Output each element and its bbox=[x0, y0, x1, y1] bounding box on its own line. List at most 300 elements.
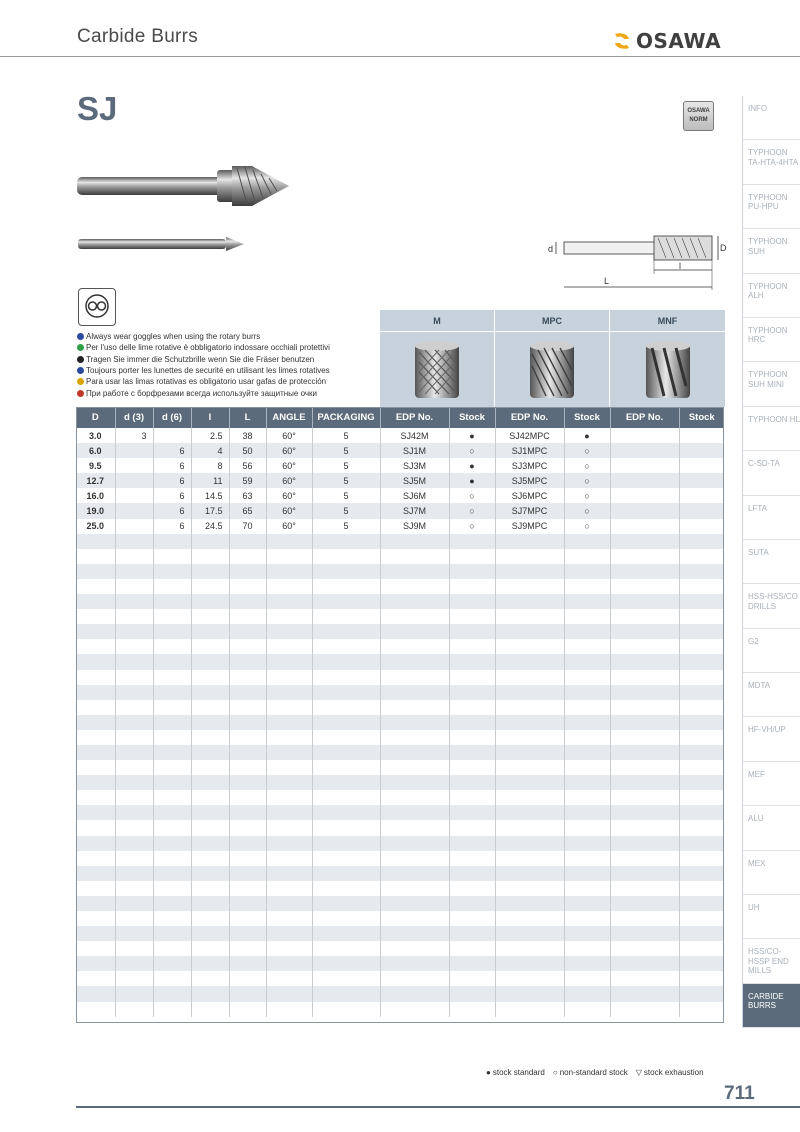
table-cell bbox=[679, 745, 724, 760]
table-cell bbox=[495, 609, 564, 624]
sidebar-tab[interactable]: ALU bbox=[742, 806, 800, 850]
table-cell bbox=[229, 986, 266, 1001]
table-cell bbox=[449, 836, 495, 851]
table-cell bbox=[449, 715, 495, 730]
table-cell: SJ5MPC bbox=[495, 473, 564, 488]
table-row bbox=[76, 503, 724, 518]
table-cell bbox=[76, 775, 115, 790]
table-cell bbox=[266, 805, 312, 820]
sidebar-tab[interactable]: TYPHOON TA-HTA-4HTA bbox=[742, 140, 800, 184]
sidebar-tab[interactable]: G2 bbox=[742, 629, 800, 673]
table-cell bbox=[679, 926, 724, 941]
table-cell bbox=[449, 594, 495, 609]
table-cell bbox=[610, 473, 679, 488]
table-cell bbox=[495, 730, 564, 745]
table-cell: 5 bbox=[312, 428, 380, 443]
table-cell bbox=[610, 549, 679, 564]
table-cell bbox=[380, 609, 449, 624]
table-cell bbox=[266, 956, 312, 971]
table-cell bbox=[76, 730, 115, 745]
table-cell bbox=[266, 986, 312, 1001]
table-row bbox=[76, 579, 724, 594]
table-cell bbox=[153, 609, 191, 624]
table-cell: ○ bbox=[564, 473, 610, 488]
table-cell bbox=[679, 820, 724, 835]
table-cell bbox=[115, 564, 153, 579]
table-cell bbox=[564, 956, 610, 971]
table-cell bbox=[380, 971, 449, 986]
table-row bbox=[76, 790, 724, 805]
table-cell bbox=[191, 685, 229, 700]
table-cell bbox=[312, 594, 380, 609]
warning-line bbox=[77, 331, 377, 342]
table-cell bbox=[380, 579, 449, 594]
table-cell bbox=[153, 836, 191, 851]
table-cell bbox=[153, 624, 191, 639]
table-row bbox=[76, 1002, 724, 1017]
warning-text: При работе с борфрезами всегда используйте защитные очки bbox=[86, 388, 317, 398]
table-cell bbox=[76, 579, 115, 594]
table-cell bbox=[449, 820, 495, 835]
table-cell bbox=[312, 971, 380, 986]
table-cell bbox=[564, 911, 610, 926]
table-cell: 16.0 bbox=[76, 488, 115, 503]
table-cell bbox=[679, 911, 724, 926]
table-cell bbox=[191, 896, 229, 911]
table-cell bbox=[76, 881, 115, 896]
table-cell bbox=[115, 971, 153, 986]
table-cell bbox=[495, 654, 564, 669]
table-cell bbox=[312, 579, 380, 594]
burr-side-photo bbox=[78, 235, 246, 253]
table-cell bbox=[610, 986, 679, 1001]
table-cell bbox=[153, 654, 191, 669]
table-cell bbox=[76, 941, 115, 956]
sidebar-tab[interactable]: UH bbox=[742, 895, 800, 939]
table-cell bbox=[76, 790, 115, 805]
table-cell bbox=[610, 700, 679, 715]
table-cell bbox=[115, 851, 153, 866]
table-cell bbox=[115, 685, 153, 700]
col-header-l: l bbox=[191, 407, 229, 428]
table-cell bbox=[495, 564, 564, 579]
table-cell bbox=[679, 639, 724, 654]
table-cell bbox=[449, 670, 495, 685]
table-cell bbox=[266, 534, 312, 549]
table-cell bbox=[564, 836, 610, 851]
table-cell bbox=[115, 745, 153, 760]
table-cell: 6 bbox=[153, 458, 191, 473]
table-cell bbox=[679, 549, 724, 564]
table-cell bbox=[191, 609, 229, 624]
table-cell bbox=[380, 549, 449, 564]
table-cell bbox=[449, 926, 495, 941]
table-cell bbox=[115, 579, 153, 594]
table-cell bbox=[115, 503, 153, 518]
table-cell bbox=[564, 534, 610, 549]
sidebar-tab[interactable]: CARBIDE BURRS bbox=[742, 984, 800, 1028]
sidebar-tab[interactable]: TYPHOON ALH bbox=[742, 274, 800, 318]
sidebar-tab[interactable]: INFO bbox=[742, 96, 800, 140]
table-header-row bbox=[76, 407, 724, 428]
table-cell bbox=[115, 624, 153, 639]
table-cell bbox=[564, 670, 610, 685]
table-cell bbox=[153, 775, 191, 790]
table-row bbox=[76, 473, 724, 488]
table-row bbox=[76, 805, 724, 820]
table-cell bbox=[115, 670, 153, 685]
page-number: 711 bbox=[724, 1083, 755, 1104]
table-cell bbox=[266, 790, 312, 805]
table-row bbox=[76, 639, 724, 654]
table-cell bbox=[449, 579, 495, 594]
table-cell bbox=[495, 685, 564, 700]
table-cell bbox=[610, 836, 679, 851]
table-cell bbox=[679, 579, 724, 594]
table-cell: ● bbox=[564, 428, 610, 443]
col-header-D: D bbox=[76, 407, 115, 428]
warning-line bbox=[77, 365, 377, 376]
table-cell bbox=[312, 866, 380, 881]
table-cell bbox=[153, 428, 191, 443]
table-cell bbox=[495, 549, 564, 564]
table-cell: 9.5 bbox=[76, 458, 115, 473]
table-cell bbox=[312, 926, 380, 941]
table-cell bbox=[76, 820, 115, 835]
table-cell bbox=[380, 881, 449, 896]
table-cell bbox=[115, 730, 153, 745]
table-cell bbox=[564, 564, 610, 579]
table-cell bbox=[564, 624, 610, 639]
table-cell bbox=[76, 639, 115, 654]
table-row bbox=[76, 881, 724, 896]
table-cell bbox=[449, 685, 495, 700]
sidebar-tab[interactable]: HSS-HSS/CO DRILLS bbox=[742, 584, 800, 628]
table-cell bbox=[449, 549, 495, 564]
table-cell: SJ3M bbox=[380, 458, 449, 473]
table-cell bbox=[449, 851, 495, 866]
table-cell bbox=[312, 624, 380, 639]
diagram-label-L: L bbox=[604, 276, 610, 286]
table-cell bbox=[495, 670, 564, 685]
table-cell bbox=[679, 473, 724, 488]
table-cell bbox=[312, 805, 380, 820]
table-cell bbox=[191, 881, 229, 896]
table-cell bbox=[229, 654, 266, 669]
table-cell bbox=[449, 730, 495, 745]
table-cell bbox=[229, 730, 266, 745]
table-cell bbox=[266, 851, 312, 866]
table-cell bbox=[153, 745, 191, 760]
col-header-edp-mnf: EDP No. bbox=[610, 407, 679, 428]
table-cell bbox=[610, 1002, 679, 1017]
table-cell bbox=[153, 549, 191, 564]
sidebar-tab[interactable]: SUTA bbox=[742, 540, 800, 584]
table-row bbox=[76, 609, 724, 624]
table-cell bbox=[191, 654, 229, 669]
table-cell bbox=[679, 488, 724, 503]
table-cell bbox=[76, 549, 115, 564]
col-header-stock-mpc: Stock bbox=[564, 407, 610, 428]
table-cell bbox=[115, 896, 153, 911]
table-cell bbox=[76, 971, 115, 986]
table-cell bbox=[266, 654, 312, 669]
brand-name: OSAWA bbox=[636, 29, 722, 53]
table-cell bbox=[229, 941, 266, 956]
table-cell bbox=[564, 745, 610, 760]
table-cell bbox=[610, 805, 679, 820]
it-flag-icon bbox=[77, 344, 84, 351]
table-row bbox=[76, 519, 724, 534]
table-cell bbox=[115, 443, 153, 458]
table-cell bbox=[191, 760, 229, 775]
table-cell bbox=[115, 715, 153, 730]
table-cell bbox=[153, 896, 191, 911]
sidebar-tab[interactable]: MEF bbox=[742, 762, 800, 806]
table-cell bbox=[115, 534, 153, 549]
table-cell bbox=[229, 715, 266, 730]
table-cell bbox=[610, 609, 679, 624]
table-cell bbox=[495, 956, 564, 971]
table-cell: 60° bbox=[266, 428, 312, 443]
legend-nonstandard-label: non-standard stock bbox=[559, 1068, 628, 1077]
table-cell bbox=[610, 820, 679, 835]
table-cell: SJ9MPC bbox=[495, 519, 564, 534]
table-cell bbox=[229, 609, 266, 624]
table-row bbox=[76, 458, 724, 473]
table-row bbox=[76, 760, 724, 775]
col-header-angle: ANGLE bbox=[266, 407, 312, 428]
table-cell: ○ bbox=[449, 503, 495, 518]
table-cell bbox=[495, 594, 564, 609]
footer-divider bbox=[76, 1106, 800, 1108]
norm-badge-line2: NORM bbox=[689, 117, 708, 123]
table-cell bbox=[380, 594, 449, 609]
table-cell bbox=[495, 926, 564, 941]
table-row bbox=[76, 941, 724, 956]
table-cell bbox=[564, 820, 610, 835]
table-cell bbox=[449, 760, 495, 775]
table-cell bbox=[495, 639, 564, 654]
col-header-edp-mpc: EDP No. bbox=[495, 407, 564, 428]
table-cell bbox=[312, 609, 380, 624]
table-cell bbox=[679, 670, 724, 685]
sidebar-tab[interactable]: MDTA bbox=[742, 673, 800, 717]
table-cell bbox=[115, 549, 153, 564]
table-cell bbox=[449, 745, 495, 760]
table-cell: 25.0 bbox=[76, 519, 115, 534]
material-label: MNF bbox=[610, 310, 725, 332]
table-cell bbox=[495, 790, 564, 805]
sidebar-tab[interactable]: C-SD-TA bbox=[742, 451, 800, 495]
spec-table bbox=[76, 407, 724, 1017]
table-cell bbox=[266, 639, 312, 654]
table-cell: ● bbox=[449, 473, 495, 488]
table-row bbox=[76, 730, 724, 745]
table-cell bbox=[610, 458, 679, 473]
sidebar-tab[interactable]: HSS/CO-HSSP END MILLS bbox=[742, 939, 800, 983]
es-flag-icon bbox=[77, 378, 84, 385]
table-cell: 24.5 bbox=[191, 519, 229, 534]
table-cell bbox=[495, 820, 564, 835]
table-row bbox=[76, 564, 724, 579]
table-cell bbox=[679, 428, 724, 443]
table-cell bbox=[191, 790, 229, 805]
table-cell bbox=[312, 896, 380, 911]
table-cell bbox=[380, 986, 449, 1001]
table-cell: 5 bbox=[312, 473, 380, 488]
table-cell bbox=[679, 685, 724, 700]
table-cell bbox=[679, 790, 724, 805]
table-cell bbox=[115, 805, 153, 820]
table-row bbox=[76, 443, 724, 458]
table-cell: 6 bbox=[153, 473, 191, 488]
table-cell: 60° bbox=[266, 473, 312, 488]
table-cell bbox=[312, 851, 380, 866]
legend-nonstandard-symbol: ○ bbox=[552, 1068, 558, 1077]
table-cell bbox=[495, 986, 564, 1001]
table-cell bbox=[312, 670, 380, 685]
table-cell bbox=[153, 1002, 191, 1017]
table-cell bbox=[191, 624, 229, 639]
table-cell bbox=[495, 911, 564, 926]
table-cell bbox=[610, 579, 679, 594]
table-cell bbox=[115, 488, 153, 503]
table-cell: ○ bbox=[564, 458, 610, 473]
table-cell bbox=[115, 775, 153, 790]
table-cell bbox=[76, 564, 115, 579]
burr-cut-mpc-image bbox=[495, 332, 609, 407]
table-cell bbox=[115, 956, 153, 971]
sidebar-tab[interactable]: TYPHOON PU-HPU bbox=[742, 185, 800, 229]
warning-text: Tragen Sie immer die Schutzbrille wenn Sie die Fräser benutzen bbox=[86, 354, 315, 364]
table-cell bbox=[679, 971, 724, 986]
table-cell bbox=[610, 443, 679, 458]
table-cell bbox=[153, 911, 191, 926]
sidebar-tab[interactable]: TYPHOON HRC bbox=[742, 318, 800, 362]
table-cell bbox=[229, 534, 266, 549]
sidebar-tab[interactable]: LFTA bbox=[742, 496, 800, 540]
warning-line bbox=[77, 376, 377, 387]
table-cell bbox=[153, 971, 191, 986]
table-cell bbox=[229, 956, 266, 971]
table-cell bbox=[266, 730, 312, 745]
table-cell bbox=[449, 1002, 495, 1017]
table-cell bbox=[229, 805, 266, 820]
table-cell bbox=[76, 700, 115, 715]
table-cell bbox=[229, 836, 266, 851]
material-col-mnf bbox=[610, 310, 725, 407]
table-cell: 12.7 bbox=[76, 473, 115, 488]
table-cell bbox=[115, 790, 153, 805]
table-cell: SJ1MPC bbox=[495, 443, 564, 458]
table-cell bbox=[153, 760, 191, 775]
table-cell bbox=[312, 730, 380, 745]
table-cell bbox=[610, 534, 679, 549]
table-cell bbox=[679, 866, 724, 881]
table-cell bbox=[153, 881, 191, 896]
table-cell bbox=[229, 594, 266, 609]
table-cell bbox=[115, 760, 153, 775]
table-cell bbox=[380, 911, 449, 926]
legend-exhaustion-label: stock exhaustion bbox=[643, 1068, 704, 1077]
table-cell: ○ bbox=[564, 503, 610, 518]
table-cell bbox=[380, 941, 449, 956]
sidebar-tab[interactable]: HF-VH/UP bbox=[742, 717, 800, 761]
table-cell bbox=[679, 519, 724, 534]
table-cell bbox=[115, 519, 153, 534]
col-header-d6: d (6) bbox=[153, 407, 191, 428]
warning-text: Always wear goggles when using the rotary burrs bbox=[86, 332, 261, 342]
table-cell bbox=[564, 851, 610, 866]
table-cell bbox=[610, 866, 679, 881]
sidebar-tab[interactable]: MEX bbox=[742, 851, 800, 895]
table-cell bbox=[449, 564, 495, 579]
table-cell bbox=[449, 700, 495, 715]
table-cell bbox=[191, 956, 229, 971]
table-cell bbox=[191, 715, 229, 730]
table-cell bbox=[266, 926, 312, 941]
table-cell: 6 bbox=[153, 503, 191, 518]
table-cell bbox=[610, 503, 679, 518]
table-cell bbox=[564, 549, 610, 564]
table-cell bbox=[564, 866, 610, 881]
table-cell bbox=[312, 1002, 380, 1017]
table-row bbox=[76, 488, 724, 503]
table-cell bbox=[380, 820, 449, 835]
table-cell bbox=[266, 579, 312, 594]
table-cell: ○ bbox=[564, 443, 610, 458]
table-cell bbox=[229, 549, 266, 564]
warning-line bbox=[77, 387, 377, 398]
table-cell: 60° bbox=[266, 443, 312, 458]
table-cell bbox=[610, 670, 679, 685]
table-cell bbox=[153, 805, 191, 820]
table-cell bbox=[564, 896, 610, 911]
table-cell bbox=[266, 745, 312, 760]
table-cell bbox=[564, 760, 610, 775]
table-cell bbox=[229, 926, 266, 941]
table-cell bbox=[679, 624, 724, 639]
table-cell bbox=[564, 654, 610, 669]
table-cell bbox=[679, 896, 724, 911]
table-cell bbox=[449, 639, 495, 654]
table-cell: 6 bbox=[153, 443, 191, 458]
table-cell bbox=[679, 986, 724, 1001]
diagram-label-l: l bbox=[679, 261, 681, 271]
table-cell bbox=[449, 971, 495, 986]
table-cell bbox=[312, 715, 380, 730]
table-cell bbox=[115, 639, 153, 654]
table-cell bbox=[153, 926, 191, 941]
table-cell: 70 bbox=[229, 519, 266, 534]
sidebar-tab[interactable]: TYPHOON SUH MINI bbox=[742, 362, 800, 406]
diagram-label-D: D bbox=[720, 243, 727, 253]
table-cell: SJ6MPC bbox=[495, 488, 564, 503]
table-cell bbox=[564, 926, 610, 941]
table-cell bbox=[312, 564, 380, 579]
table-cell bbox=[229, 760, 266, 775]
table-cell bbox=[229, 564, 266, 579]
sidebar-tab[interactable]: TYPHOON HL bbox=[742, 407, 800, 451]
table-cell bbox=[266, 760, 312, 775]
table-cell bbox=[191, 564, 229, 579]
sidebar-tab[interactable]: TYPHOON SUH bbox=[742, 229, 800, 273]
table-cell bbox=[191, 820, 229, 835]
table-cell bbox=[266, 971, 312, 986]
fr-flag-icon bbox=[77, 367, 84, 374]
table-cell: 5 bbox=[312, 458, 380, 473]
